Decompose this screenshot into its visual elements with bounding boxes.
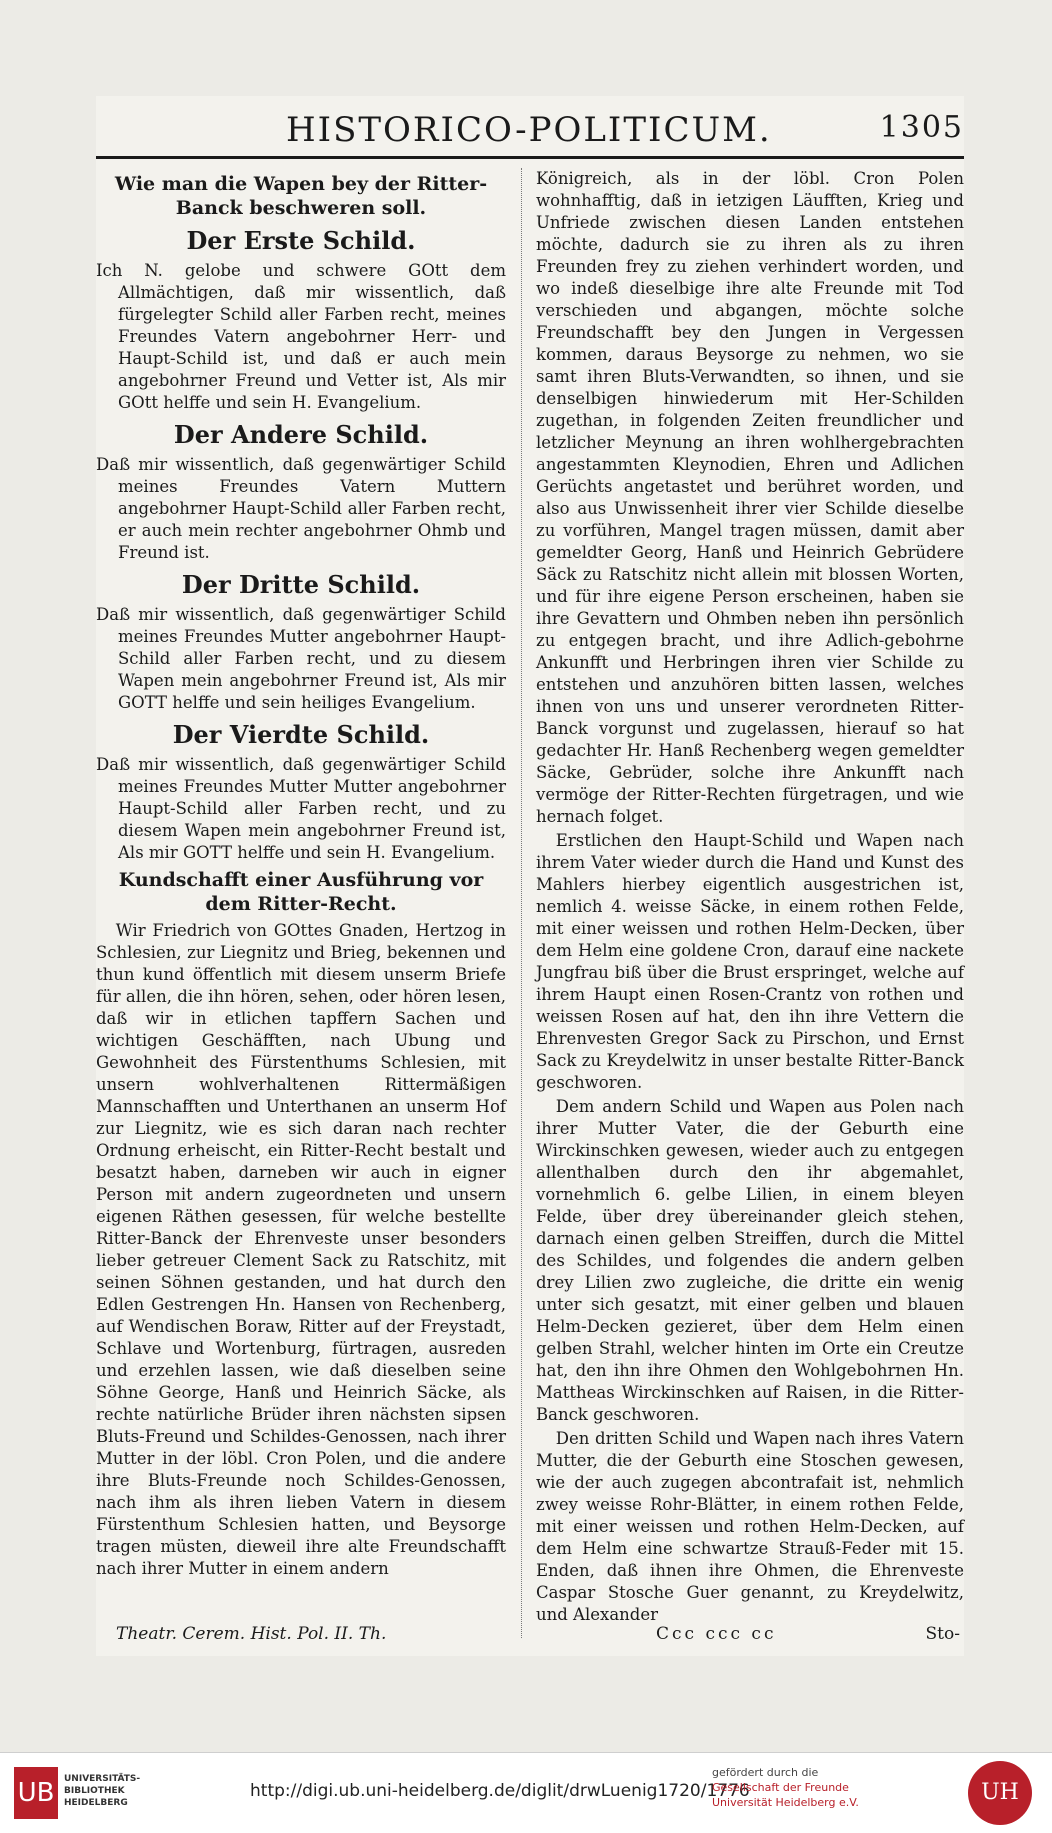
body-paragraph-3: Dem andern Schild und Wapen aus Polen nach ihrer Mutter Vater, die der Geburth eine Wirckinschken gewesen, wieder auch zu entgegen allenthalben durch den ihr abgemahlet, vornehmlich 6. gelbe Lilien, in einem bleyen Felde, über drey übereinander gleich stehen, darnach einen gelben Streiffen, durch die Mittel des Schildes, und folgendes die andern gelben drey Lilien zwo zugleiche, die dritte ein wenig unter sich gesatzt, mit einer gelben und blauen Helm-Decken gezieret, über dem Helm einen gelben Strahl, welcher hinten im Orte ein Creutze hat, den ihn ihre Ohmen den Wohlgebohrnen Hn. Mattheas Wirckinschken auf Raisen, in die Ritter-Banck geschworen.: [536, 1097, 964, 1424]
kundschafft-text: Wir Friedrich von GOttes Gnaden, Hertzog in Schlesien, zur Liegnitz und Brieg, bekennen und thun kund öffentlich mit diesem unserm Briefe für allen, die ihn hören, sehen, oder hören lesen, daß wir in etlichen tapffern Sachen und wichtigen Geschäfften, nach Ubung und Gewohnheit des Fürstenthums Schlesien, mit unsern wohlverhaltenen Rittermäßigen Mannschafften und Unterthanen an unserm Hof zur Liegnitz, wie es sich daran nach rechter Ordnung erheischt, ein Ritter-Recht bestalt und besatzt haben, darneben wir auch in eigner Person mit andern zugeordneten und unsern eigenen Räthen gesessen, für welche bestellte Ritter-Banck der Ehrenveste unser besonders lieber getreuer Clement Sack zu Ratschitz, mit seinen Söhnen gestanden, und hat durch den Edlen Gestrengen Hn. Hansen von Rechenberg, auf Wendischen Boraw, Ritter auf der Freystadt, Schlave und Wortenburg, fürtragen, ausreden und erzehlen lassen, wie daß dieselben seine Söhne George, Hanß und Heinrich Säcke, als rechte natürliche Brüder ihren nächsten sipsen Bluts-Freund und Schildes-Genossen, nach ihrer Mutter in der löbl. Cron Polen, und die andere ihre Bluts-Freunde noch Schildes-Genossen, nach ihm als ihren lieben Vatern in diesem Fürstenthum Schlesien hatten, und Beysorge tragen müsten, dieweil ihre alte Freundschafft nach ihrer Mutter in einem andern: [96, 921, 506, 1578]
left-column: [96, 168, 506, 1582]
shield-heading-3: Der Dritte Schild.: [181, 570, 421, 599]
oath-text-2: Daß mir wissentlich, daß gegenwärtiger Schild meines Freundes Vatern Muttern angebohrner Haupt-Schild aller Farben recht, er auch mein rechter angebohrner Ohmb und Freund ist.: [96, 455, 506, 562]
library-logo-icon: UB: [14, 1767, 58, 1819]
right-column: [536, 168, 964, 1628]
source-reference: Theatr. Cerem. Hist. Pol. II. Th.: [116, 1624, 387, 1644]
logo-line-1: UNIVERSITÄTS-: [64, 1774, 141, 1784]
library-footer: [0, 1752, 1052, 1833]
oath-text-1: Ich N. gelobe und schwere GOtt dem Allmächtigen, daß mir wissentlich, daß fürgelegter Schild aller Farben recht, meines Freundes Vatern angebohrner Herr- und Haupt-Schild ist, und daß er auch mein angebohrner Freund und Vetter ist, Als mir GOtt helffe und sein H. Evangelium.: [96, 261, 506, 412]
logo-line-2: BIBLIOTHEK: [64, 1786, 125, 1796]
shield-heading-1: Der Erste Schild.: [186, 226, 416, 255]
page-number: 1305: [879, 110, 964, 145]
funded-by-label: gefördert durch die: [712, 1766, 819, 1779]
library-logo-text: [64, 1773, 174, 1809]
shield-heading-4: Der Vierdte Schild.: [172, 720, 430, 749]
sponsor-name-2[interactable]: Universität Heidelberg e.V.: [712, 1796, 859, 1809]
signature-mark: Ccc ccc cc: [656, 1624, 777, 1644]
body-paragraph-1: Königreich, als in der löbl. Cron Polen wohnhafftig, daß in ietzigen Läufften, Krieg und Unfriede zwischen diesen Landen entstehen möchte, dadurch sie zu ihren als zu ihren Freunden frey zu ziehen verhindert worden, und wo indeß dieselbige ihre alte Freunde mit Tod verschieden und abgangen, möchte solche Freundschafft bey den Jungen in Vergessen kommen, daraus Beysorge zu nehmen, wo sie samt ihren Bluts-Verwandten, so ihnen, und sie denselbigen hinwiederum mit Her-Schilden zugethan, in folgenden Zeiten freundlicher und letzlicher Meynung an ihren wohlhergebrachten angestammten Kleynodien, Ehren und Adlichen Gerüchts angetastet und berühret worden, und also aus Unwissenheit ihrer vier Schilde dieselbe zu vorführen, Mangel tragen müssen, damit aber gemeldter Georg, Hanß und Heinrich Gebrüdere Säck zu Ratschitz nicht allein mit blossen Worten, und für ihre eigene Person erscheinen, haben sie ihre Gevattern und Ohmben neben ihn persönlich zu entgegen bracht, und ihre Adlich-gebohrne Ankunfft und Herbringen ihren vier Schilde zu entstehen und anzuhören bitten lassen, welches ihnen von uns und unserer verordneten Ritter-Banck vorgunst und zugelassen, hierauf so hat gedachter Hr. Hanß Rechenberg wegen gemeldter Säcke, Gebrüder, solche ihre Ankunfft nach vermöge der Ritter-Rechten fürgetragen, und wie hernach folget.: [536, 169, 964, 826]
permalink-url[interactable]: http://digi.ub.uni-heidelberg.de/diglit/drwLuenig1720/1776: [250, 1781, 750, 1801]
oath-text-4: Daß mir wissentlich, daß gegenwärtiger Schild meines Freundes Mutter Mutter angebohrner Haupt-Schild aller Farben recht, und zu diesem Wapen mein angebohrner Freund ist, Als mir GOTT helffe und sein H. Evangelium.: [96, 755, 506, 862]
body-paragraph-4: Den dritten Schild und Wapen nach ihres Vatern Mutter, die der Geburth eine Stoschen gewesen, wie der auch zugegen abcontrafait ist, nehmlich zwey weisse Rohr-Blätter, in einem rothen Felde, mit einer weissen und rothen Helm-Decken, auf dem Helm eine schwartze Strauß-Feder mit 15. Enden, daß ihnen ihre Ohmen, die Ehrenveste Caspar Stosche Guer genannt, zu Kreydelwitz, und Alexander: [536, 1429, 964, 1624]
kundschafft-heading: Kundschafft einer Ausführung vor dem Ritter-Recht.: [118, 869, 484, 915]
logo-line-3: HEIDELBERG: [64, 1798, 128, 1808]
body-paragraph-2: Erstlichen den Haupt-Schild und Wapen nach ihrem Vater wieder durch die Hand und Kunst des Mahlers hierbey eigentlich ausgestrichen ist, nemlich 4. weisse Säcke, in einem rothen Felde, mit einer weissen und rothen Helm-Decken, über dem Helm eine goldene Cron, darauf eine nackete Jungfrau biß über die Brust erspringet, welche auf ihrem Haupt einen Rosen-Crantz von rothen und weissen Rosen auf hat, den ihn ihre Vettern die Ehrenvesten Gregor Sack zu Pirschon, und Ernst Sack zu Kreydelwitz in unser bestalte Ritter-Banck geschworen.: [536, 831, 964, 1092]
column-divider: [521, 168, 523, 1638]
running-title: HISTORICO-POLITICUM.: [286, 110, 772, 150]
oath-text-3: Daß mir wissentlich, daß gegenwärtiger Schild meines Freundes Mutter angebohrner Haupt-Schild aller Farben recht, und zu diesem Wapen mein angebohrner Freund ist, Als mir GOTT helffe und sein heiliges Evangelium.: [96, 605, 506, 712]
header-rule: [96, 156, 964, 159]
sponsor-name-1[interactable]: Gesellschaft der Freunde: [712, 1781, 849, 1794]
university-seal-icon: UH: [968, 1761, 1032, 1825]
running-head: [286, 110, 964, 154]
book-page: [96, 96, 964, 1656]
shield-heading-2: Der Andere Schild.: [173, 420, 429, 449]
sponsor-credit: [712, 1765, 882, 1810]
library-logo[interactable]: [14, 1767, 141, 1819]
section-title: Wie man die Wapen bey der Ritter-Banck beschweren soll.: [114, 173, 488, 219]
catchword: Sto-: [925, 1624, 960, 1644]
